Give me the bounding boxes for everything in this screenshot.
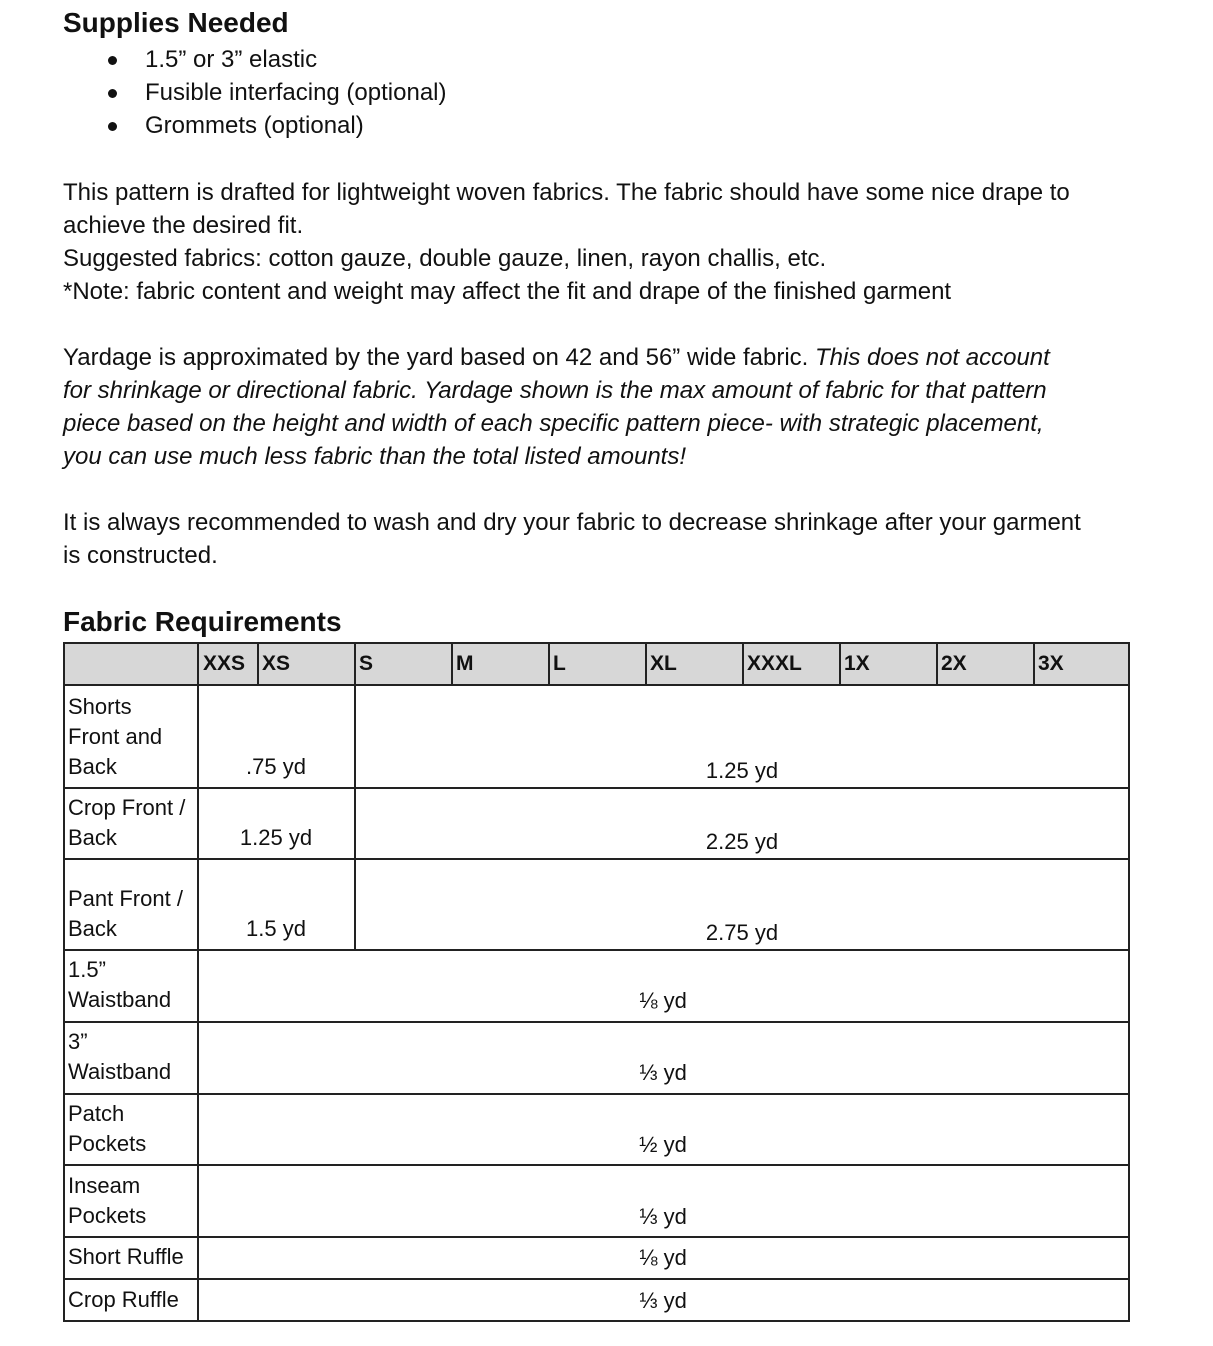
- grid-line: [1128, 642, 1130, 1322]
- supply-item: Fusible interfacing (optional): [63, 76, 447, 109]
- row-label: 3” Waistband: [68, 1029, 172, 1084]
- yardage-italic: This does not account: [815, 344, 1050, 371]
- suggested-fabrics: Suggested fabrics: cotton gauze, double gauze, linen, rayon challis, etc.: [63, 245, 827, 272]
- grid-line: [63, 1164, 1130, 1166]
- grid-line: [451, 642, 453, 686]
- grid-line: [354, 642, 356, 686]
- grid-line: [936, 642, 938, 686]
- row-label: Short Ruffle: [68, 1244, 184, 1269]
- size-header: XS: [262, 652, 291, 675]
- grid-line: [63, 1320, 1130, 1322]
- grid-line: [63, 858, 1130, 860]
- yardage-paragraph: [63, 341, 1133, 473]
- size-header: L: [553, 652, 566, 675]
- supply-item: 1.5” or 3” elastic: [63, 43, 447, 76]
- row-label: Patch Pockets: [68, 1101, 147, 1156]
- wash-text-line: is constructed.: [63, 542, 218, 569]
- grid-line: [354, 684, 356, 950]
- yardage-all-sizes: ⅛ yd: [639, 988, 687, 1013]
- size-header: M: [456, 652, 474, 675]
- grid-line: [63, 642, 1130, 644]
- yardage-large-sizes: 1.25 yd: [705, 758, 779, 783]
- row-label: Shorts Front and Back: [68, 694, 163, 779]
- grid-line: [1033, 642, 1035, 686]
- yardage-small-sizes: .75 yd: [246, 754, 306, 779]
- grid-line: [645, 642, 647, 686]
- size-header: 2X: [941, 652, 967, 675]
- yardage-italic: piece based on the height and width of each specific pattern piece- with strategic placement,: [63, 410, 1044, 437]
- size-header: XL: [650, 652, 677, 675]
- yardage-all-sizes: ⅓ yd: [639, 1288, 687, 1313]
- fabric-paragraph: [63, 176, 1133, 308]
- yardage-large-sizes: 2.25 yd: [705, 829, 779, 854]
- row-label: Inseam Pockets: [68, 1173, 147, 1228]
- wash-paragraph: [63, 506, 1133, 572]
- supplies-heading: Supplies Needed: [63, 7, 289, 38]
- grid-line: [548, 642, 550, 686]
- yardage-italic: for shrinkage or directional fabric. Yardage shown is the max amount of fabric for that pattern: [63, 377, 1047, 404]
- fabric-text-line: achieve the desired fit.: [63, 212, 304, 239]
- size-header: XXXL: [747, 652, 802, 675]
- yardage-all-sizes: ⅓ yd: [639, 1204, 687, 1229]
- yardage-all-sizes: ½ yd: [639, 1132, 687, 1157]
- fabric-note: *Note: fabric content and weight may affect the fit and drape of the finished garment: [63, 278, 952, 305]
- size-header: S: [359, 652, 374, 675]
- row-label: Crop Front / Back: [68, 795, 186, 850]
- size-header: 3X: [1038, 652, 1064, 675]
- fabric-requirements-table: [63, 642, 1130, 1322]
- supply-item: Grommets (optional): [63, 109, 447, 142]
- grid-line: [63, 1278, 1130, 1280]
- grid-line: [63, 1093, 1130, 1095]
- grid-line: [839, 642, 841, 686]
- row-label: Crop Ruffle: [68, 1287, 179, 1312]
- grid-line: [63, 642, 65, 1322]
- yardage-small-sizes: 1.25 yd: [239, 825, 313, 850]
- yardage-small-sizes: 1.5 yd: [246, 916, 306, 941]
- fabric-text-line: This pattern is drafted for lightweight woven fabrics. The fabric should have some nice drape to: [63, 179, 1070, 206]
- grid-line: [63, 787, 1130, 789]
- grid-line: [63, 1021, 1130, 1023]
- size-header: 1X: [844, 652, 870, 675]
- size-header: XXS: [203, 652, 246, 675]
- grid-line: [257, 642, 259, 686]
- yardage-all-sizes: ⅛ yd: [639, 1245, 687, 1270]
- row-label: Pant Front / Back: [68, 886, 183, 941]
- grid-line: [63, 949, 1130, 951]
- yardage-large-sizes: 2.75 yd: [705, 920, 779, 945]
- yardage-italic: you can use much less fabric than the total listed amounts!: [63, 443, 687, 470]
- row-label: 1.5” Waistband: [68, 957, 172, 1012]
- grid-line: [63, 684, 1130, 686]
- yardage-text: Yardage is approximated by the yard based on 42 and 56” wide fabric.: [63, 344, 816, 371]
- supplies-list: [63, 43, 447, 142]
- grid-line: [742, 642, 744, 686]
- yardage-all-sizes: ⅓ yd: [639, 1060, 687, 1085]
- grid-line: [197, 642, 199, 1322]
- wash-text-line: It is always recommended to wash and dry your fabric to decrease shrinkage after your garment: [63, 509, 1081, 536]
- grid-line: [63, 1236, 1130, 1238]
- fabric-requirements-heading: Fabric Requirements: [63, 606, 342, 637]
